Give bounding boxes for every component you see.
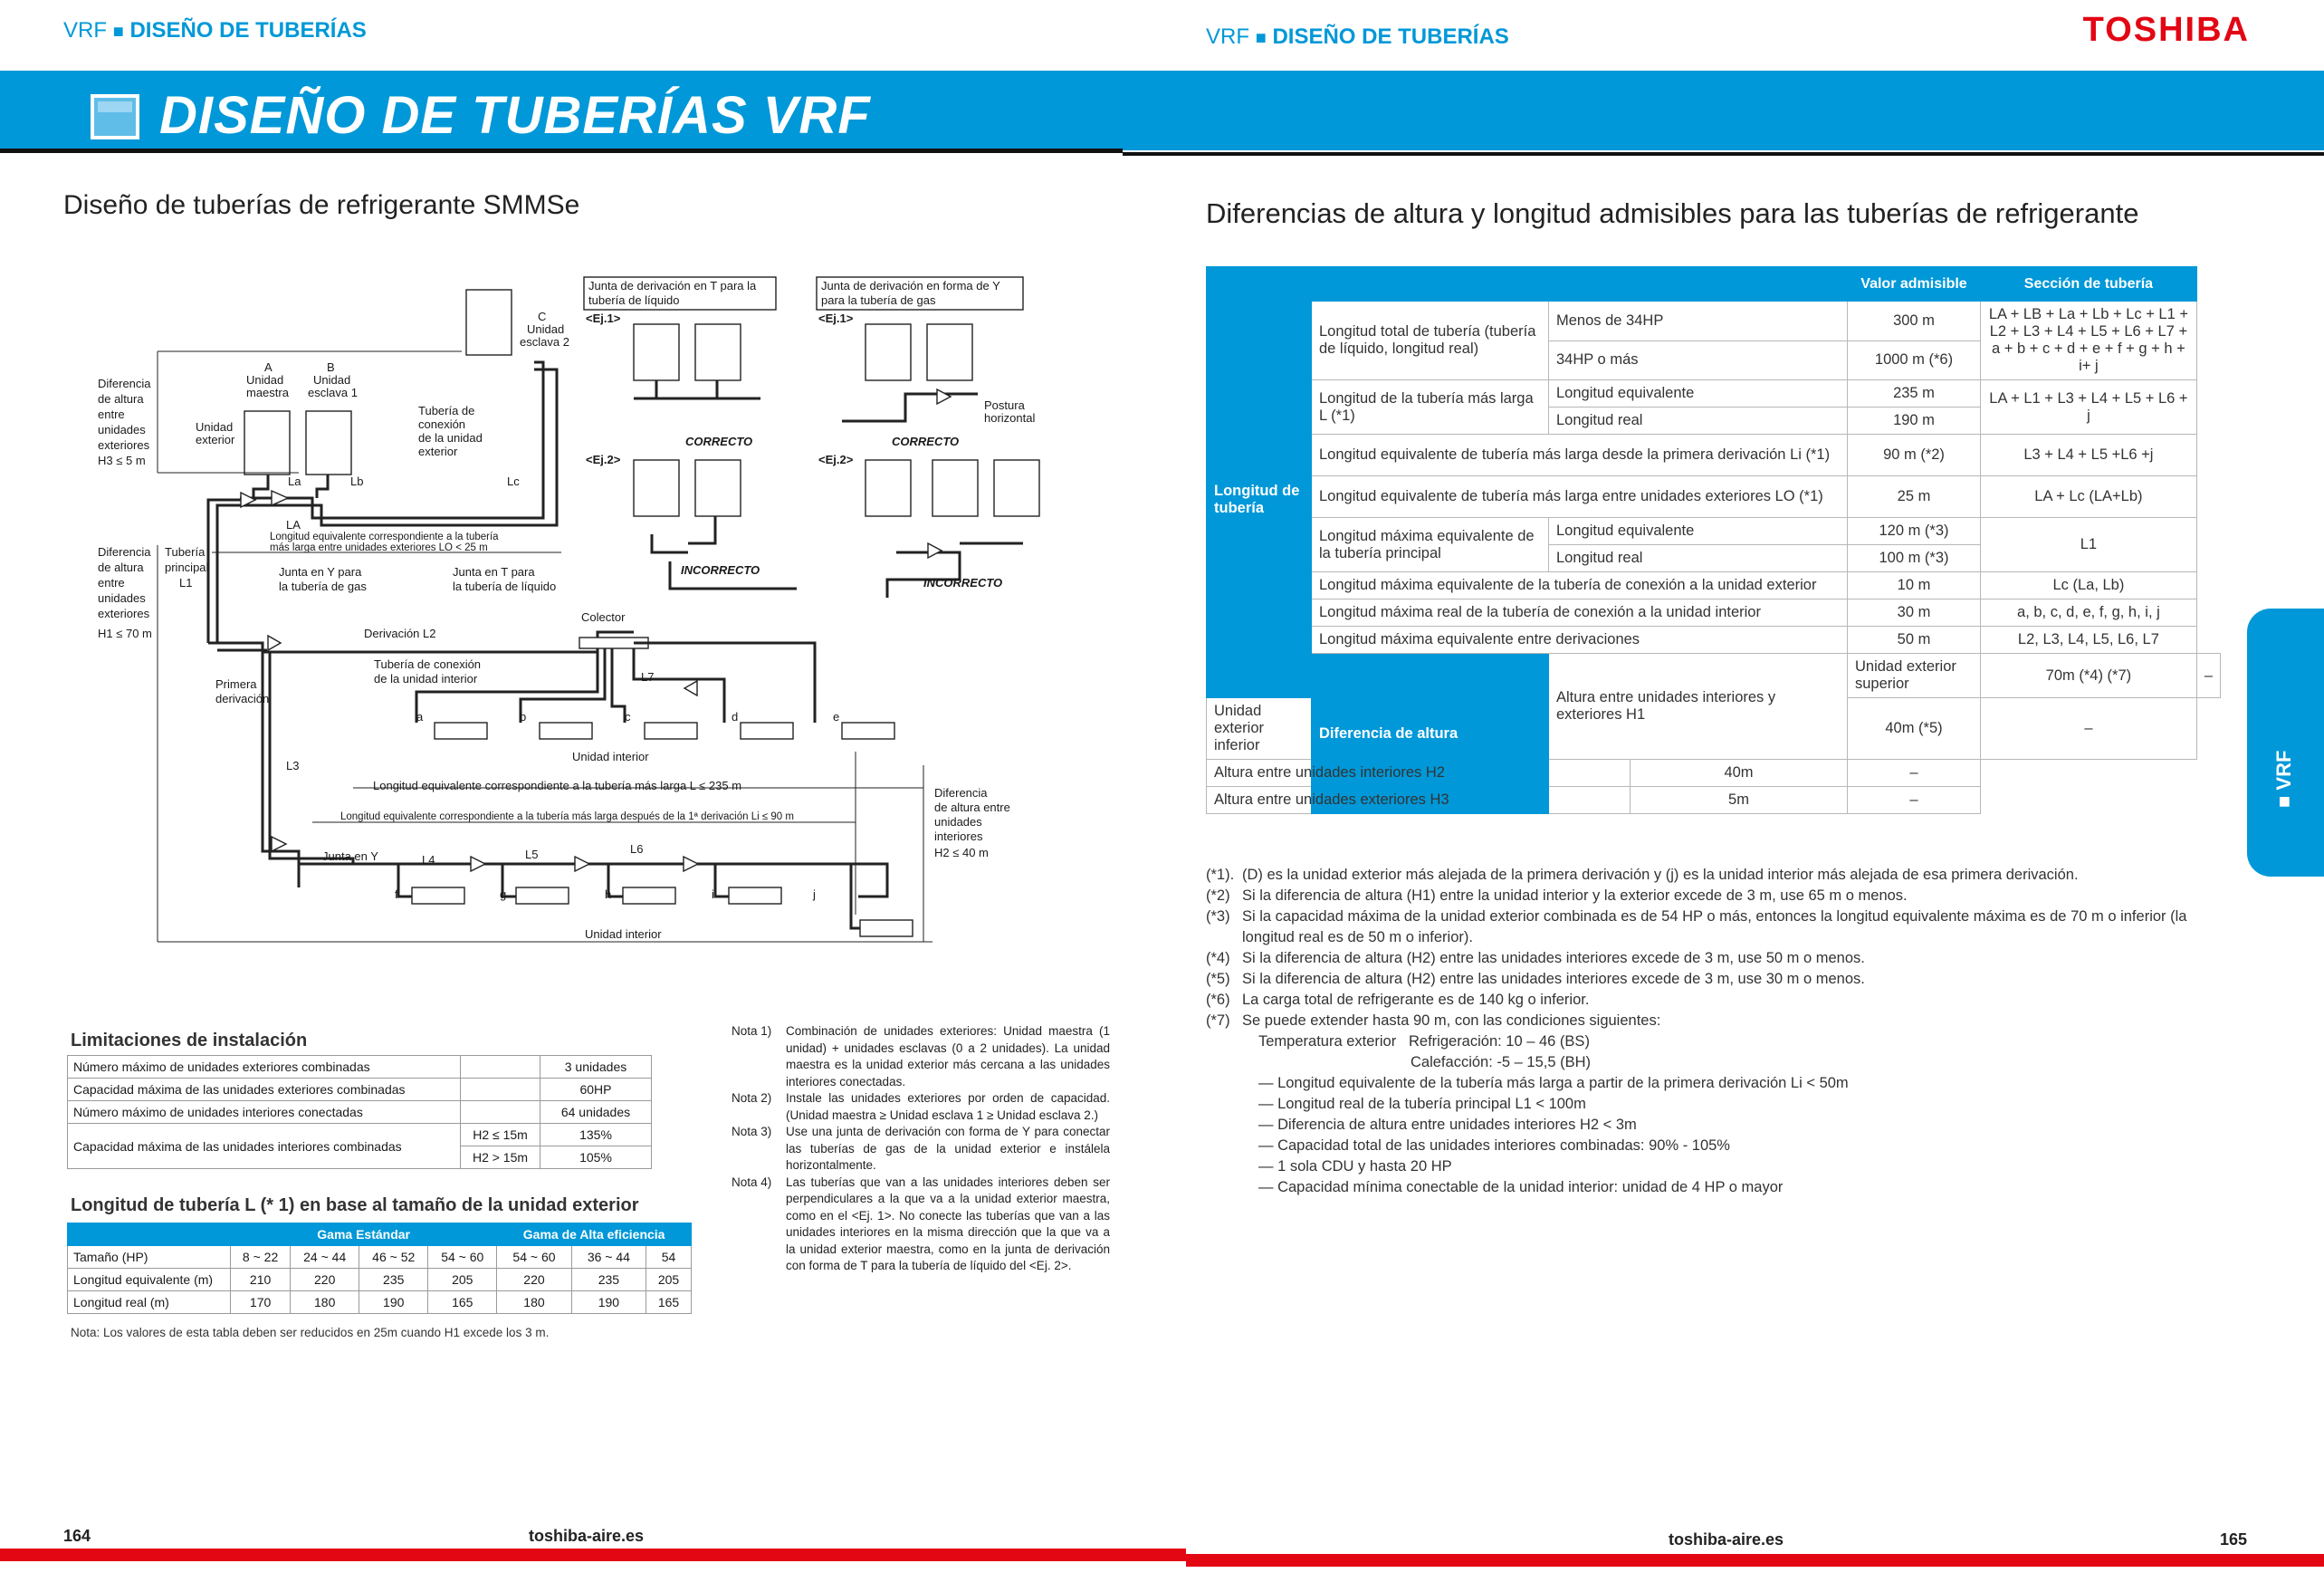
jy-1: la tubería de gas (279, 580, 367, 593)
limits-table (67, 1055, 652, 1169)
row-label: Longitud equivalente (m) (68, 1269, 231, 1291)
footnote: (*1). (D) es la unidad exterior más alejada de la primera derivación y (j) es la unidad interior más alejada de esa primera derivación. (1206, 867, 2079, 883)
note-item: Nota 1) Combinación de unidades exteriores: Unidad maestra (1 unidad) + unidades esclavas (0 a 2 unidades). La unidad maestra es la unidad exterior más cercana a las unidades interiores conectadas. (732, 1024, 1110, 1089)
footer-url-left[interactable]: toshiba-aire.es (529, 1527, 645, 1545)
limit-value: 3 unidades (540, 1056, 652, 1079)
band-title: DISEÑO DE TUBERÍAS VRF (159, 86, 871, 145)
piping-diagram (0, 263, 1123, 951)
limit-cond: H2 > 15m (461, 1146, 540, 1169)
derivacion-label: Derivación L2 (364, 627, 436, 640)
tce-2: de la unidad (418, 431, 483, 445)
group-high-eff: Gama de Alta eficiencia (497, 1223, 692, 1246)
vrf-side-tab[interactable]: ■ VRF (2247, 609, 2324, 877)
box1-line1: Junta de derivación en T para la (588, 279, 757, 293)
letter-h: h (605, 887, 612, 901)
limit-label: Número máximo de unidades interiores conectadas (68, 1101, 461, 1124)
letter-i: i (712, 887, 714, 901)
ej2-right: <Ej.2> (818, 453, 854, 466)
cat-altura: Diferencia de altura (1312, 654, 1549, 814)
lo-text-1: Longitud equivalente correspondiente a la tubería (270, 532, 499, 542)
ej2-left: <Ej.2> (586, 453, 621, 466)
toshiba-logo: TOSHIBA (2082, 11, 2250, 49)
h1-3: unidades (98, 591, 146, 605)
a-label-2: maestra (246, 386, 289, 399)
letter-f: f (395, 887, 398, 901)
table-row: Diferencia de altura Altura entre unidades interiores y exteriores H1 Unidad exterior superior 70m (*4) (*7) – (1207, 654, 2221, 698)
junta-en-y: Junta en Y (322, 849, 378, 863)
limits-title: Limitaciones de instalación (71, 1031, 308, 1050)
letter-e: e (833, 710, 840, 724)
unidad-interior-bottom: Unidad interior (585, 927, 662, 941)
h1-5: H1 ≤ 70 m (98, 627, 152, 640)
row-label: Tamaño (HP) (68, 1246, 231, 1269)
col-valor: Valor admisible (1848, 267, 1981, 302)
h2-2: unidades (934, 815, 982, 829)
b-label-2: esclava 1 (308, 386, 358, 399)
limit-label: Número máximo de unidades exteriores combinadas (68, 1056, 461, 1079)
table-row (68, 1101, 652, 1124)
letter-b: b (520, 710, 527, 724)
footnote: (*3) Si la capacidad máxima de la unidad exterior combinada es de 54 HP o más, entonces la longitud equivalente máxima es de 70 m o inferior (la longitud real es de 50 m o inferior). (1206, 908, 2187, 945)
header-title: DISEÑO DE TUBERÍAS (1272, 24, 1509, 49)
tp-1: principal (165, 561, 209, 574)
h3-2: entre (98, 408, 125, 421)
correcto-1: CORRECTO (685, 435, 753, 448)
la-big-label: LA (286, 518, 301, 532)
long-90: Longitud equivalente correspondiente a la tubería más larga después de la 1ª derivación Li ≤ 90 m (340, 811, 794, 822)
box2-line1: Junta de derivación en forma de Y (821, 279, 1000, 293)
header-title: DISEÑO DE TUBERÍAS (129, 18, 367, 43)
unidad-interior-mid: Unidad interior (572, 750, 649, 763)
table-row: Longitud real 190 m (1207, 408, 2221, 435)
ej1-left: <Ej.1> (586, 312, 621, 325)
c-label-1: Unidad (527, 322, 565, 336)
footnotes (1206, 865, 2221, 1198)
footer-bar-left (0, 1549, 1186, 1561)
limit-label: Capacidad máxima de las unidades exteriores combinadas (68, 1079, 461, 1101)
a-label-0: A (264, 360, 273, 374)
note-item: Nota 3) Use una junta de derivación con forma de Y para conectar las tuberías de gas de la unidad exterior e instálela horizontalmente. (732, 1125, 1110, 1172)
footnote: (*6) La carga total de refrigerante es de 140 kg o inferior. (1206, 992, 1590, 1008)
table-row (68, 1056, 652, 1079)
limit-label: Capacidad máxima de las unidades interiores combinadas (68, 1124, 461, 1169)
colector-label: Colector (581, 610, 626, 624)
c-label-2: esclava 2 (520, 335, 569, 349)
title-box-icon (91, 94, 139, 139)
ue-1: exterior (196, 433, 235, 446)
jt-0: Junta en T para (453, 565, 535, 579)
lc-label: Lc (507, 475, 520, 488)
l7-label: L7 (641, 670, 655, 684)
incorrecto-2: INCORRECTO (923, 576, 1003, 590)
h2-1: de altura entre (934, 801, 1010, 814)
table-row (68, 1079, 652, 1101)
h1-0: Diferencia (98, 545, 151, 559)
cat-longitud: Longitud de tubería (1207, 302, 1312, 698)
limit-value: 64 unidades (540, 1101, 652, 1124)
limit-value: 60HP (540, 1079, 652, 1101)
page-number-left: 164 (63, 1527, 91, 1545)
table-header-row (1207, 267, 2221, 302)
tce-1: conexión (418, 417, 466, 431)
right-header: VRF ■ DISEÑO DE TUBERÍAS (1206, 24, 1509, 49)
footer-url-right[interactable]: toshiba-aire.es (1669, 1530, 1784, 1549)
table-row: Tamaño (HP) 8 ~ 22 24 ~ 44 46 ~ 52 54 ~ 60 54 ~ 60 36 ~ 44 54 (68, 1246, 692, 1269)
header-prefix: VRF (63, 18, 107, 43)
lb-label: Lb (350, 475, 364, 488)
h2-4: H2 ≤ 40 m (934, 846, 989, 859)
h1-2: entre (98, 576, 125, 590)
allowable-table (1206, 266, 2221, 814)
h3-3: unidades (98, 423, 146, 436)
primera-1: derivación (215, 692, 270, 705)
limit-value: 105% (540, 1146, 652, 1169)
letter-a: a (416, 710, 424, 724)
page-number-right: 165 (2220, 1530, 2248, 1549)
note-item: Nota 2) Instale las unidades exteriores por orden de capacidad. (Unidad maestra ≥ Unidad esclava 1 ≥ Unidad esclava 2.) (732, 1091, 1110, 1122)
postura-2: horizontal (984, 411, 1036, 425)
table-row: Altura entre unidades interiores H2 40m – (1207, 760, 2221, 787)
limit-cond: H2 ≤ 15m (461, 1124, 540, 1146)
table-header-row (68, 1223, 692, 1246)
h2-0: Diferencia (934, 786, 988, 800)
length-table-title: Longitud de tubería L (* 1) en base al tamaño de la unidad exterior (71, 1195, 639, 1215)
tci-1: de la unidad interior (374, 672, 478, 686)
long-235: Longitud equivalente correspondiente a la tubería más larga L ≤ 235 m (373, 779, 742, 792)
tce-3: exterior (418, 445, 458, 458)
a-label-1: Unidad (246, 373, 284, 387)
footnote: (*7) Se puede extender hasta 90 m, con las condiciones siguientes: (1206, 1012, 1661, 1029)
l4-label: L4 (422, 853, 435, 867)
table-row: Longitud equivalente (m) 210 220 235 205 220 235 205 (68, 1269, 692, 1291)
box2-line2: para la tubería de gas (821, 293, 936, 307)
primera-0: Primera (215, 677, 257, 691)
band-underline-left (0, 149, 1123, 153)
h3-4: exteriores (98, 438, 150, 452)
table-row: Longitud de tubería Longitud total de tubería (tubería de líquido, longitud real) Menos de 34HP 300 m LA + LB + La + Lb + Lc + L1 + L2 + L3 + L4 + L5 + L6 + L7 + a + b + c + d + e + f + g + h + i+ j (1207, 302, 2221, 341)
l3-label: L3 (286, 759, 300, 772)
b-label-0: B (327, 360, 335, 374)
incorrecto-1: INCORRECTO (681, 563, 760, 577)
col-seccion: Sección de tubería (1981, 267, 2197, 302)
table-row: Altura entre unidades exteriores H3 5m – (1207, 787, 2221, 814)
left-header: VRF ■ DISEÑO DE TUBERÍAS (63, 18, 367, 43)
h3-0: Diferencia (98, 377, 151, 390)
footnote: (*5) Si la diferencia de altura (H2) entre las unidades interiores excede de 3 m, use 30 m o menos. (1206, 971, 1865, 987)
table-row: 34HP o más 1000 m (*6) (1207, 340, 2221, 380)
l6-label: L6 (630, 842, 644, 856)
table-row: Longitud equivalente de tubería más larga entre unidades exteriores LO (*1) 25 m LA + Lc (LA+Lb) (1207, 476, 2221, 518)
table-row (68, 1124, 652, 1146)
tci-0: Tubería de conexión (374, 657, 482, 671)
length-table (67, 1223, 692, 1314)
letter-d: d (732, 710, 739, 724)
tp-2: L1 (179, 576, 193, 590)
h1-4: exteriores (98, 607, 150, 620)
correcto-2: CORRECTO (892, 435, 960, 448)
header-prefix: VRF (1206, 24, 1249, 49)
limit-value: 135% (540, 1124, 652, 1146)
lo-text-2: más larga entre unidades exteriores LO < 25 m (270, 542, 488, 553)
jt-1: la tubería de líquido (453, 580, 557, 593)
postura-1: Postura (984, 398, 1025, 412)
letter-j: j (813, 887, 816, 901)
table-row: Longitud real (m) 170 180 190 165 180 190 165 (68, 1291, 692, 1314)
letter-g: g (500, 887, 507, 901)
footnote: (*4) Si la diferencia de altura (H2) entre las unidades interiores excede de 3 m, use 50 m o menos. (1206, 950, 1865, 966)
table-row: Longitud máxima equivalente entre derivaciones 50 m L2, L3, L4, L5, L6, L7 (1207, 627, 2221, 654)
ue-0: Unidad (196, 420, 234, 434)
row-label: Longitud real (m) (68, 1291, 231, 1314)
h1-1: de altura (98, 561, 144, 574)
h3-1: de altura (98, 392, 144, 406)
band-underline-right (1123, 152, 2324, 156)
table-row: Longitud de la tubería más larga L (*1) Longitud equivalente 235 m LA + L1 + L3 + L4 + L5 + L6 + j (1207, 380, 2221, 408)
table-row: Longitud máxima real de la tubería de conexión a la unidad interior 30 m a, b, c, d, e, f, g, h, i, j (1207, 599, 2221, 627)
left-section-title: Diseño de tuberías de refrigerante SMMSe (63, 190, 580, 220)
b-label-1: Unidad (313, 373, 351, 387)
notes-block (732, 1023, 1110, 1275)
c-label-0: C (538, 310, 547, 323)
h2-3: interiores (934, 830, 983, 843)
footer-bar-right (1186, 1554, 2324, 1567)
group-standard: Gama Estándar (231, 1223, 497, 1246)
letter-c: c (625, 710, 631, 724)
table-row: Unidad exterior inferior 40m (*5) – (1207, 698, 2221, 760)
tp-0: Tubería (165, 545, 206, 559)
table-row: Longitud máxima equivalente de la tubería de conexión a la unidad exterior 10 m Lc (La, Lb) (1207, 572, 2221, 599)
table-row: Longitud real 100 m (*3) (1207, 545, 2221, 572)
la-label: La (288, 475, 301, 488)
footnote: (*2) Si la diferencia de altura (H1) entre la unidad interior y la exterior excede de 3 m, use 65 m o menos. (1206, 887, 1908, 904)
note-item: Nota 4) Las tuberías que van a las unidades interiores deben ser perpendiculares a la que va a la unidad exterior maestra, como en el <Ej. 1>. No conecte las tuberías que van a las unidades interiores en la misma dirección que la que va a la unidad exterior maestra, como en la junta de derivación con forma de T para la tubería de líquido del <Ej. 2>. (732, 1175, 1110, 1272)
ej1-right: <Ej.1> (818, 312, 854, 325)
table-row: Longitud equivalente de tubería más larga desde la primera derivación Li (*1) 90 m (*2) L3 + L4 + L5 +L6 +j (1207, 435, 2221, 476)
h3-5: H3 ≤ 5 m (98, 454, 146, 467)
table-row: Longitud máxima equivalente de la tubería principal Longitud equivalente 120 m (*3) L1 (1207, 518, 2221, 545)
box1-line2: tubería de líquido (588, 293, 680, 307)
l5-label: L5 (525, 848, 539, 861)
length-table-note: Nota: Los valores de esta tabla deben ser reducidos en 25m cuando H1 excede los 3 m. (71, 1326, 550, 1339)
jy-0: Junta en Y para (279, 565, 362, 579)
right-section-title: Diferencias de altura y longitud admisibles para las tuberías de refrigerante (1206, 197, 2139, 229)
conditions: Temperatura exterior Refrigeración: 10 – 46 (BS) Calefacción: -5 – 15,5 (BH) — Longitud equivalente de la tubería más larga a partir de la primera derivación Li < 50m — Longitud real de la tubería principal L1 < 100m — Diferencia de altura entre unidades interiores H2 < 3m — Capacidad total de las unidades interiores combinadas: 90% - 105% — 1 sola CDU y hasta 20 HP — Capacidad mínima conectable de la unidad interior: unidad de 4 HP o mayor (1258, 1033, 1849, 1195)
tce-0: Tubería de (418, 404, 475, 417)
